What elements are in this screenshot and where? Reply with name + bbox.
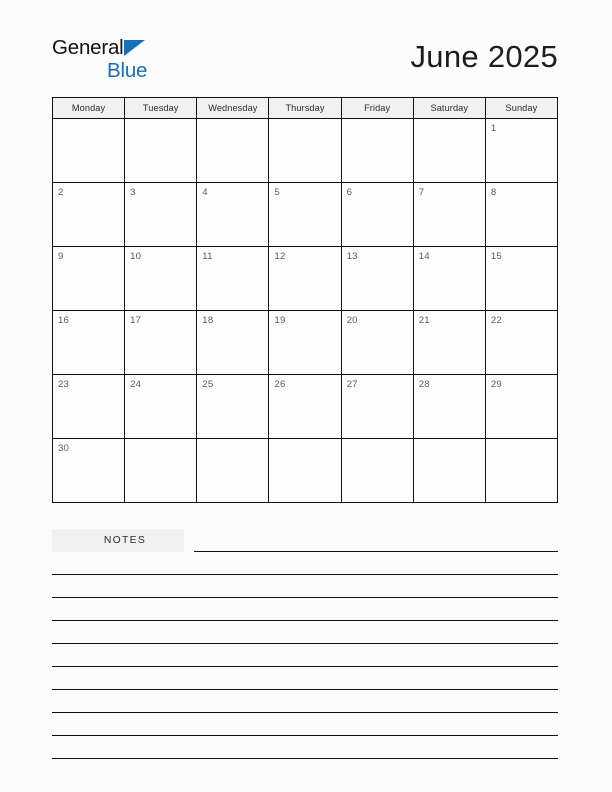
notes-section [52,529,558,761]
day-number: 1 [490,123,497,134]
calendar-day-cell[interactable] [269,311,341,375]
logo-triangle-icon [124,40,145,56]
weekday-header-row [53,98,558,119]
calendar-day-cell[interactable] [197,439,269,503]
page-header [52,36,558,92]
day-number [414,119,485,123]
calendar-day-cell[interactable] [197,375,269,439]
day-number: 4 [202,187,208,198]
calendar-day-cell[interactable] [53,119,125,183]
day-number: 7 [418,187,425,198]
calendar-day-cell[interactable] [341,375,413,439]
day-number: 12 [274,251,286,262]
day-number: 5 [274,187,280,198]
day-number [414,439,485,443]
notes-label: NOTES [103,535,147,546]
day-number: 18 [202,315,214,326]
page-title: June 2025 [410,39,558,74]
day-number: 3 [130,187,136,198]
calendar-day-cell[interactable] [341,311,413,375]
day-number: 10 [130,251,142,262]
day-number [53,119,124,123]
weekday-header-sunday: Sunday [485,98,557,119]
day-number: 21 [418,315,430,326]
calendar-week-row [53,183,558,247]
calendar-day-cell[interactable] [413,247,485,311]
day-number [486,439,557,443]
notes-line[interactable] [52,620,558,621]
notes-line[interactable] [52,574,558,575]
weekday-header-thursday: Thursday [269,98,341,119]
calendar-day-cell[interactable] [341,183,413,247]
notes-line[interactable] [52,735,558,736]
calendar-day-cell[interactable] [485,183,557,247]
day-number [342,119,413,123]
day-number: 25 [202,379,214,390]
weekday-header-wednesday: Wednesday [197,98,269,119]
day-number [342,439,413,443]
day-number: 2 [58,187,64,198]
calendar-week-row [53,311,558,375]
calendar-week-row [53,375,558,439]
notes-line[interactable] [52,643,558,644]
calendar-day-cell[interactable] [269,375,341,439]
day-number: 28 [418,379,430,390]
day-number: 8 [490,187,497,198]
general-blue-logo[interactable] [52,36,232,88]
calendar-day-cell[interactable] [485,119,557,183]
calendar-day-cell[interactable] [269,439,341,503]
day-number: 6 [346,187,353,198]
calendar-day-cell[interactable] [413,119,485,183]
calendar-day-cell[interactable] [125,119,197,183]
day-number: 9 [58,251,64,262]
day-number: 29 [490,379,502,390]
weekday-header-friday: Friday [341,98,413,119]
calendar-day-cell[interactable] [125,247,197,311]
calendar-day-cell[interactable] [341,247,413,311]
calendar-day-cell[interactable] [269,119,341,183]
day-number [197,439,268,443]
day-number: 16 [58,315,70,326]
notes-line[interactable] [52,758,558,759]
day-number: 15 [490,251,502,262]
calendar-day-cell[interactable] [413,375,485,439]
calendar-day-cell[interactable] [197,311,269,375]
weekday-header-tuesday: Tuesday [125,98,197,119]
weekday-header-saturday: Saturday [413,98,485,119]
calendar-grid [52,97,558,503]
notes-line[interactable] [52,712,558,713]
day-number: 26 [274,379,286,390]
calendar-day-cell[interactable] [53,439,125,503]
calendar-week-row [53,439,558,503]
calendar-day-cell[interactable] [485,311,557,375]
calendar-day-cell[interactable] [485,247,557,311]
day-number: 14 [418,251,430,262]
day-number: 17 [130,315,142,326]
logo-text-blue: Blue [107,59,148,82]
calendar-day-cell[interactable] [413,311,485,375]
notes-line[interactable] [52,597,558,598]
calendar-day-cell[interactable] [197,119,269,183]
calendar-day-cell[interactable] [125,183,197,247]
calendar-day-cell[interactable] [53,375,125,439]
day-number: 30 [58,443,70,454]
day-number [197,119,268,123]
calendar-day-cell[interactable] [413,183,485,247]
calendar-day-cell[interactable] [197,183,269,247]
notes-line[interactable] [52,666,558,667]
day-number: 22 [490,315,502,326]
calendar-day-cell[interactable] [125,439,197,503]
calendar-day-cell[interactable] [341,119,413,183]
logo-text-general: General [52,36,124,59]
calendar-week-row [53,247,558,311]
day-number: 13 [346,251,358,262]
day-number: 23 [58,379,70,390]
calendar-day-cell[interactable] [53,183,125,247]
calendar-day-cell[interactable] [269,247,341,311]
day-number [125,439,196,443]
day-number: 24 [130,379,142,390]
calendar-day-cell[interactable] [269,183,341,247]
day-number [125,119,196,123]
day-number: 20 [346,315,358,326]
calendar-day-cell[interactable] [485,439,557,503]
calendar-day-cell[interactable] [53,247,125,311]
calendar-day-cell[interactable] [125,375,197,439]
calendar-day-cell[interactable] [485,375,557,439]
notes-line[interactable] [52,689,558,690]
calendar-day-cell[interactable] [53,311,125,375]
calendar-day-cell[interactable] [125,311,197,375]
calendar-week-row [53,119,558,183]
day-number: 27 [346,379,358,390]
day-number: 11 [202,251,213,262]
calendar-day-cell[interactable] [341,439,413,503]
weekday-header-monday: Monday [53,98,125,119]
calendar-day-cell[interactable] [197,247,269,311]
notes-line[interactable] [194,551,558,552]
day-number: 19 [274,315,286,326]
day-number [269,439,340,443]
day-number [269,119,340,123]
calendar-day-cell[interactable] [413,439,485,503]
